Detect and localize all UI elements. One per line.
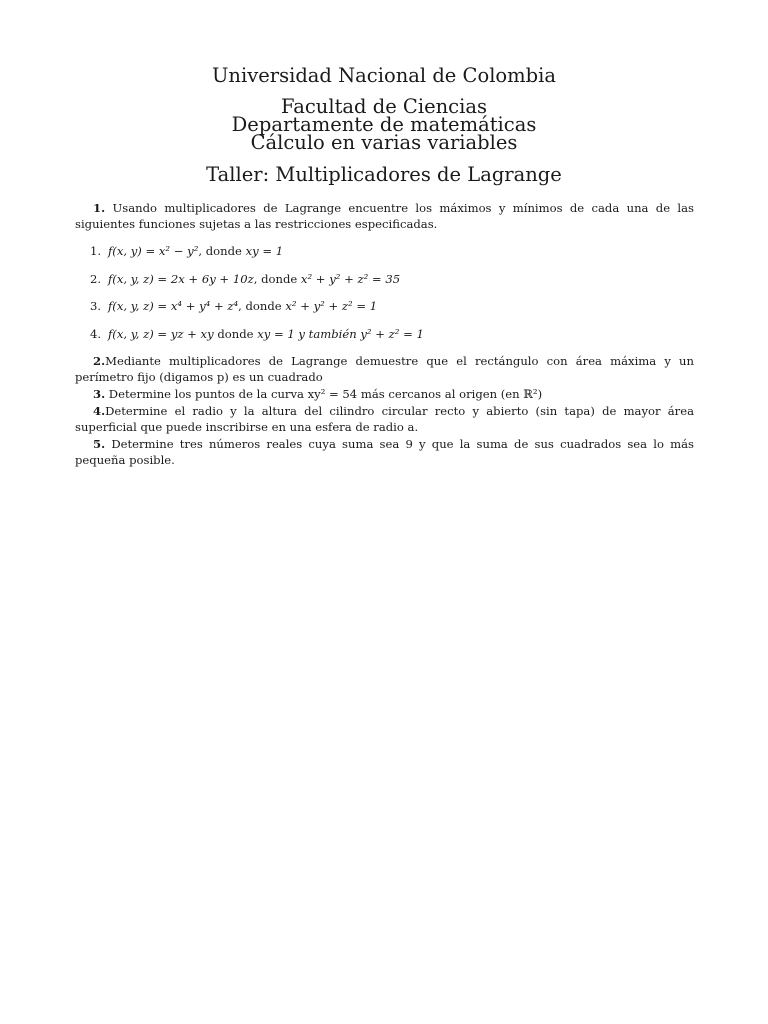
problem-5-text: Determine tres números reales cuya suma sea 9 y que la suma de sus cuadrados sea lo más pequeña posible. (75, 437, 695, 467)
problem-3 (75, 386, 694, 402)
function-expression: f(x, y, z) = yz + xy (108, 327, 214, 341)
list-item-number: 2. (90, 272, 102, 286)
course-title: Cálculo en varias variables (250, 131, 518, 154)
constraint-expression: xy = 1 (245, 244, 284, 258)
problem-2 (75, 353, 694, 385)
problem-2-text: Mediante multiplicadores de Lagrange demuestre que el rectángulo con área máxima y un perímetro fijo (digamos p) es un cuadrado (75, 354, 694, 384)
workshop-title: Taller: Multiplicadores de Lagrange (206, 163, 562, 186)
problem-3-text: Determine los puntos de la curva xy² = 54 más cercanos al origen (en ℝ²) (108, 387, 543, 401)
constraint-expression: x² + y² + z² = 35 (300, 272, 401, 286)
function-expression: f(x, y, z) = 2x + 6y + 10z (108, 272, 254, 286)
problem-1 (75, 200, 694, 232)
problem-4-text: Determine el radio y la altura del cilindro circular recto y abierto (sin tapa) de mayor área superficial que puede inscribirse en una esfera de radio a. (75, 404, 694, 434)
problem-2-number: 2. (93, 354, 106, 368)
faculty-title: Facultad de Ciencias (281, 95, 487, 118)
list-item (90, 243, 283, 259)
problem-5 (75, 436, 694, 468)
problem-4-number: 4. (93, 404, 106, 418)
list-item-number: 4. (90, 327, 102, 341)
department-title: Departamente de matemáticas (231, 113, 537, 136)
list-item-number: 3. (90, 299, 102, 313)
problem-3-number: 3. (93, 387, 106, 401)
list-item-separator: , donde (198, 244, 246, 258)
constraint-expression: xy = 1 y también y² + z² = 1 (257, 327, 424, 341)
university-title: Universidad Nacional de Colombia (211, 64, 557, 87)
list-item (90, 298, 377, 314)
function-expression: f(x, y) = x² − y² (108, 244, 199, 258)
constraint-expression: x² + y² + z² = 1 (285, 299, 378, 313)
problem-5-number: 5. (93, 437, 106, 451)
list-item-number: 1. (90, 244, 102, 258)
list-item (90, 326, 424, 342)
list-item-separator: , donde (238, 299, 286, 313)
list-item-separator: , donde (253, 272, 301, 286)
problem-4 (75, 403, 694, 435)
function-expression: f(x, y, z) = x⁴ + y⁴ + z⁴ (108, 299, 239, 313)
problem-1-number: 1. (93, 201, 106, 215)
list-item (90, 271, 400, 287)
problem-1-text: Usando multiplicadores de Lagrange encuentre los máximos y mínimos de cada una de las siguientes funciones sujetas a las restricciones especificadas. (75, 201, 694, 231)
list-item-separator: donde (213, 327, 258, 341)
